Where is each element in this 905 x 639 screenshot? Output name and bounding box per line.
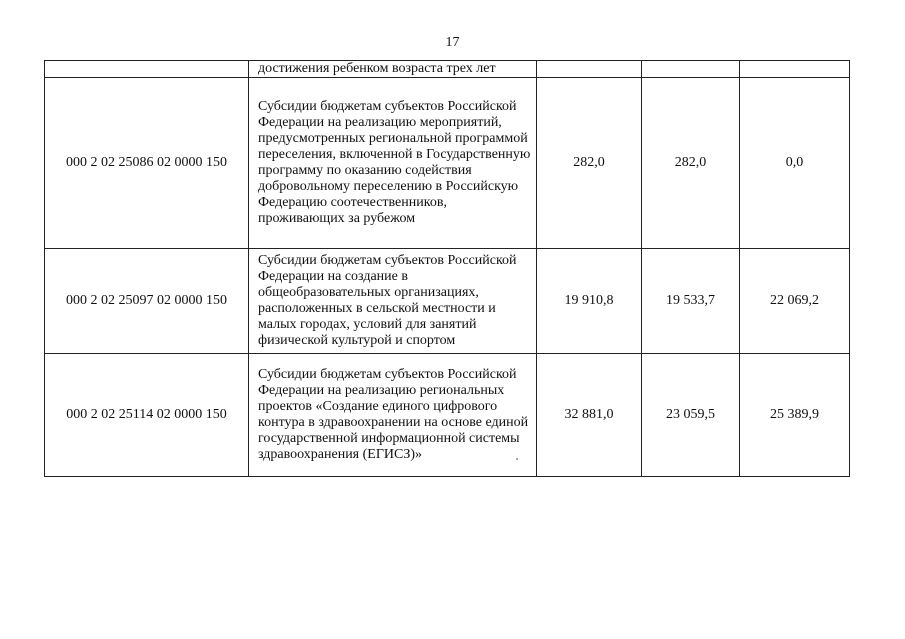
budget-table (44, 60, 850, 477)
value-cell-3 (740, 61, 850, 78)
value-cell-3: 25 389,9 (740, 354, 850, 477)
description-cell: Субсидии бюджетам субъектов Российской Федерации на создание в общеобразовательных организациях, расположенных в сельской местности и малых городах, условий для занятий физической культурой и спортом (249, 249, 537, 354)
table-row (45, 249, 850, 354)
budget-code-cell: 000 2 02 25114 02 0000 150 (45, 354, 249, 477)
page-number: 17 (445, 35, 460, 50)
budget-code-cell: 000 2 02 25097 02 0000 150 (45, 249, 249, 354)
value-cell-1: 282,0 (537, 78, 642, 249)
value-cell-3: 0,0 (740, 78, 850, 249)
scan-speck (516, 458, 518, 460)
value-cell-1: 19 910,8 (537, 249, 642, 354)
table-row (45, 78, 850, 249)
description-cell: достижения ребенком возраста трех лет (249, 61, 537, 78)
value-cell-2: 282,0 (642, 78, 740, 249)
description-cell: Субсидии бюджетам субъектов Российской Федерации на реализацию региональных проектов «Создание единого цифрового контура в здравоохранении на основе единой государственной информационной системы здравоохранения (ЕГИСЗ)» (249, 354, 537, 477)
table-row (45, 354, 850, 477)
budget-code-cell: 000 2 02 25086 02 0000 150 (45, 78, 249, 249)
budget-code-cell (45, 61, 249, 78)
value-cell-2: 19 533,7 (642, 249, 740, 354)
table-row-continuation (45, 61, 850, 78)
value-cell-2: 23 059,5 (642, 354, 740, 477)
value-cell-1 (537, 61, 642, 78)
value-cell-1: 32 881,0 (537, 354, 642, 477)
description-cell: Субсидии бюджетам субъектов Российской Федерации на реализацию мероприятий, предусмотренных региональной программой переселения, включенной в Государственную программу по оказанию содействия добровольному переселению в Российскую Федерацию соотечественников, проживающих за рубежом (249, 78, 537, 249)
value-cell-2 (642, 61, 740, 78)
value-cell-3: 22 069,2 (740, 249, 850, 354)
